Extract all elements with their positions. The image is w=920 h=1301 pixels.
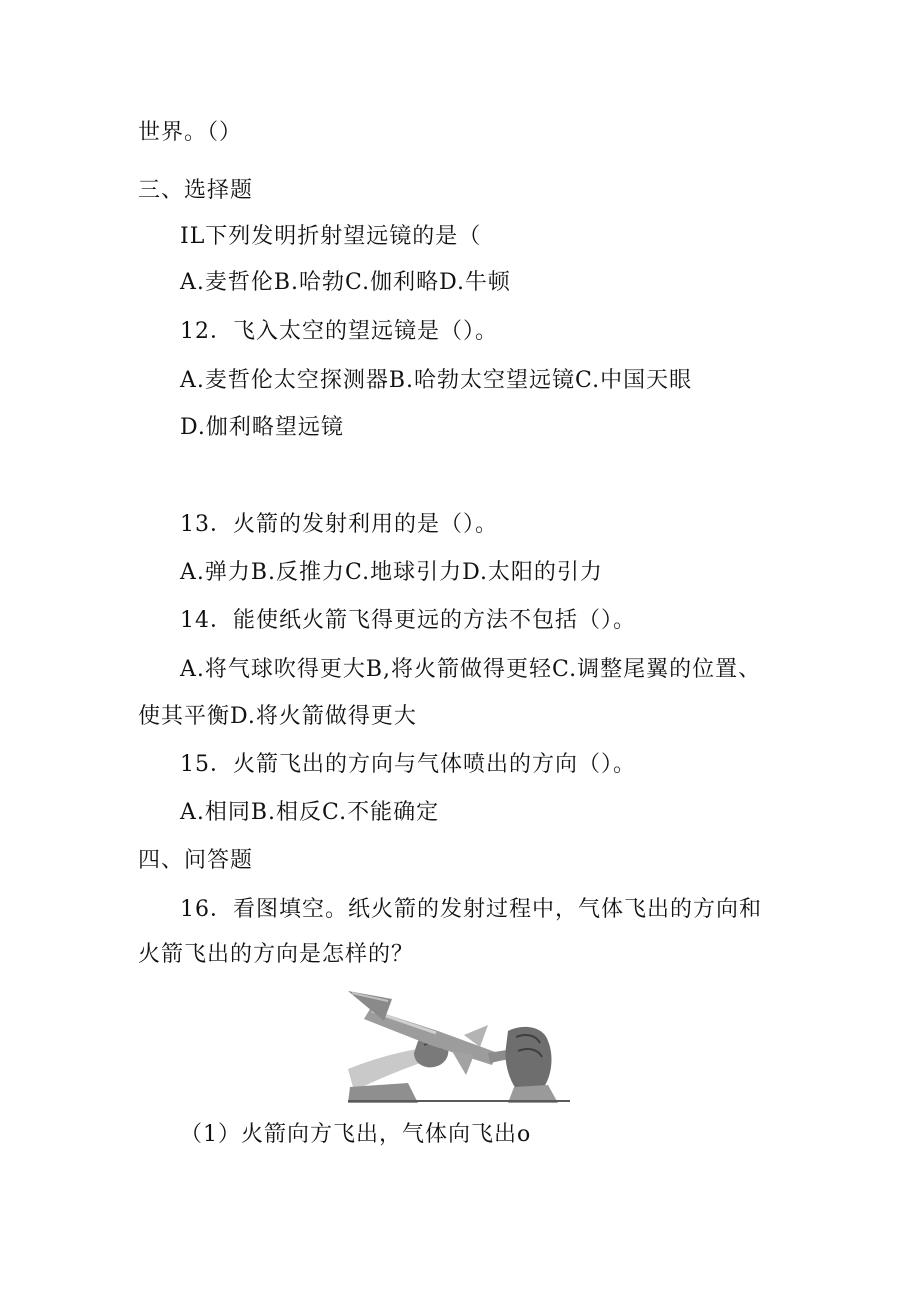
question-14-options: A.将气球吹得更大B,将火箭做得更轻C.调整尾翼的位置、 [180, 657, 762, 682]
question-11-options: A.麦哲伦B.哈勃C.伽利略D.牛顿 [180, 270, 511, 295]
question-12-options-cont: D.伽利略望远镜 [180, 415, 344, 440]
question-12-options: A.麦哲伦太空探测器B.哈勃太空望远镜C.中国天眼 [180, 368, 693, 393]
paper-rocket-icon [348, 991, 570, 1103]
question-15-options: A.相同B.相反C.不能确定 [180, 800, 440, 825]
question-11-stem: IL下列发明折射望远镜的是（ [180, 224, 482, 249]
rocket-launch-figure [348, 991, 570, 1103]
line-previous-continuation: 世界。（） [138, 120, 243, 145]
question-16-subquestion-1: （1）火箭向方飞出，气体向飞出o [180, 1122, 532, 1147]
question-13-options: A.弹力B.反推力C.地球引力D.太阳的引力 [180, 560, 603, 585]
section-3-title: 三、选择题 [138, 178, 254, 203]
question-14-options-cont: 使其平衡D.将火箭做得更大 [138, 704, 417, 729]
question-14-stem: 14．能使纸火箭飞得更远的方法不包括（）。 [180, 608, 636, 633]
question-16-stem: 16．看图填空。纸火箭的发射过程中，气体飞出的方向和 [180, 897, 762, 922]
section-4-title: 四、问答题 [138, 848, 254, 873]
question-12-stem: 12．飞入太空的望远镜是（）。 [180, 319, 498, 344]
question-13-stem: 13．火箭的发射利用的是（）。 [180, 512, 498, 537]
question-15-stem: 15．火箭飞出的方向与气体喷出的方向（）。 [180, 752, 636, 777]
question-16-stem-cont: 火箭飞出的方向是怎样的？ [138, 942, 415, 967]
